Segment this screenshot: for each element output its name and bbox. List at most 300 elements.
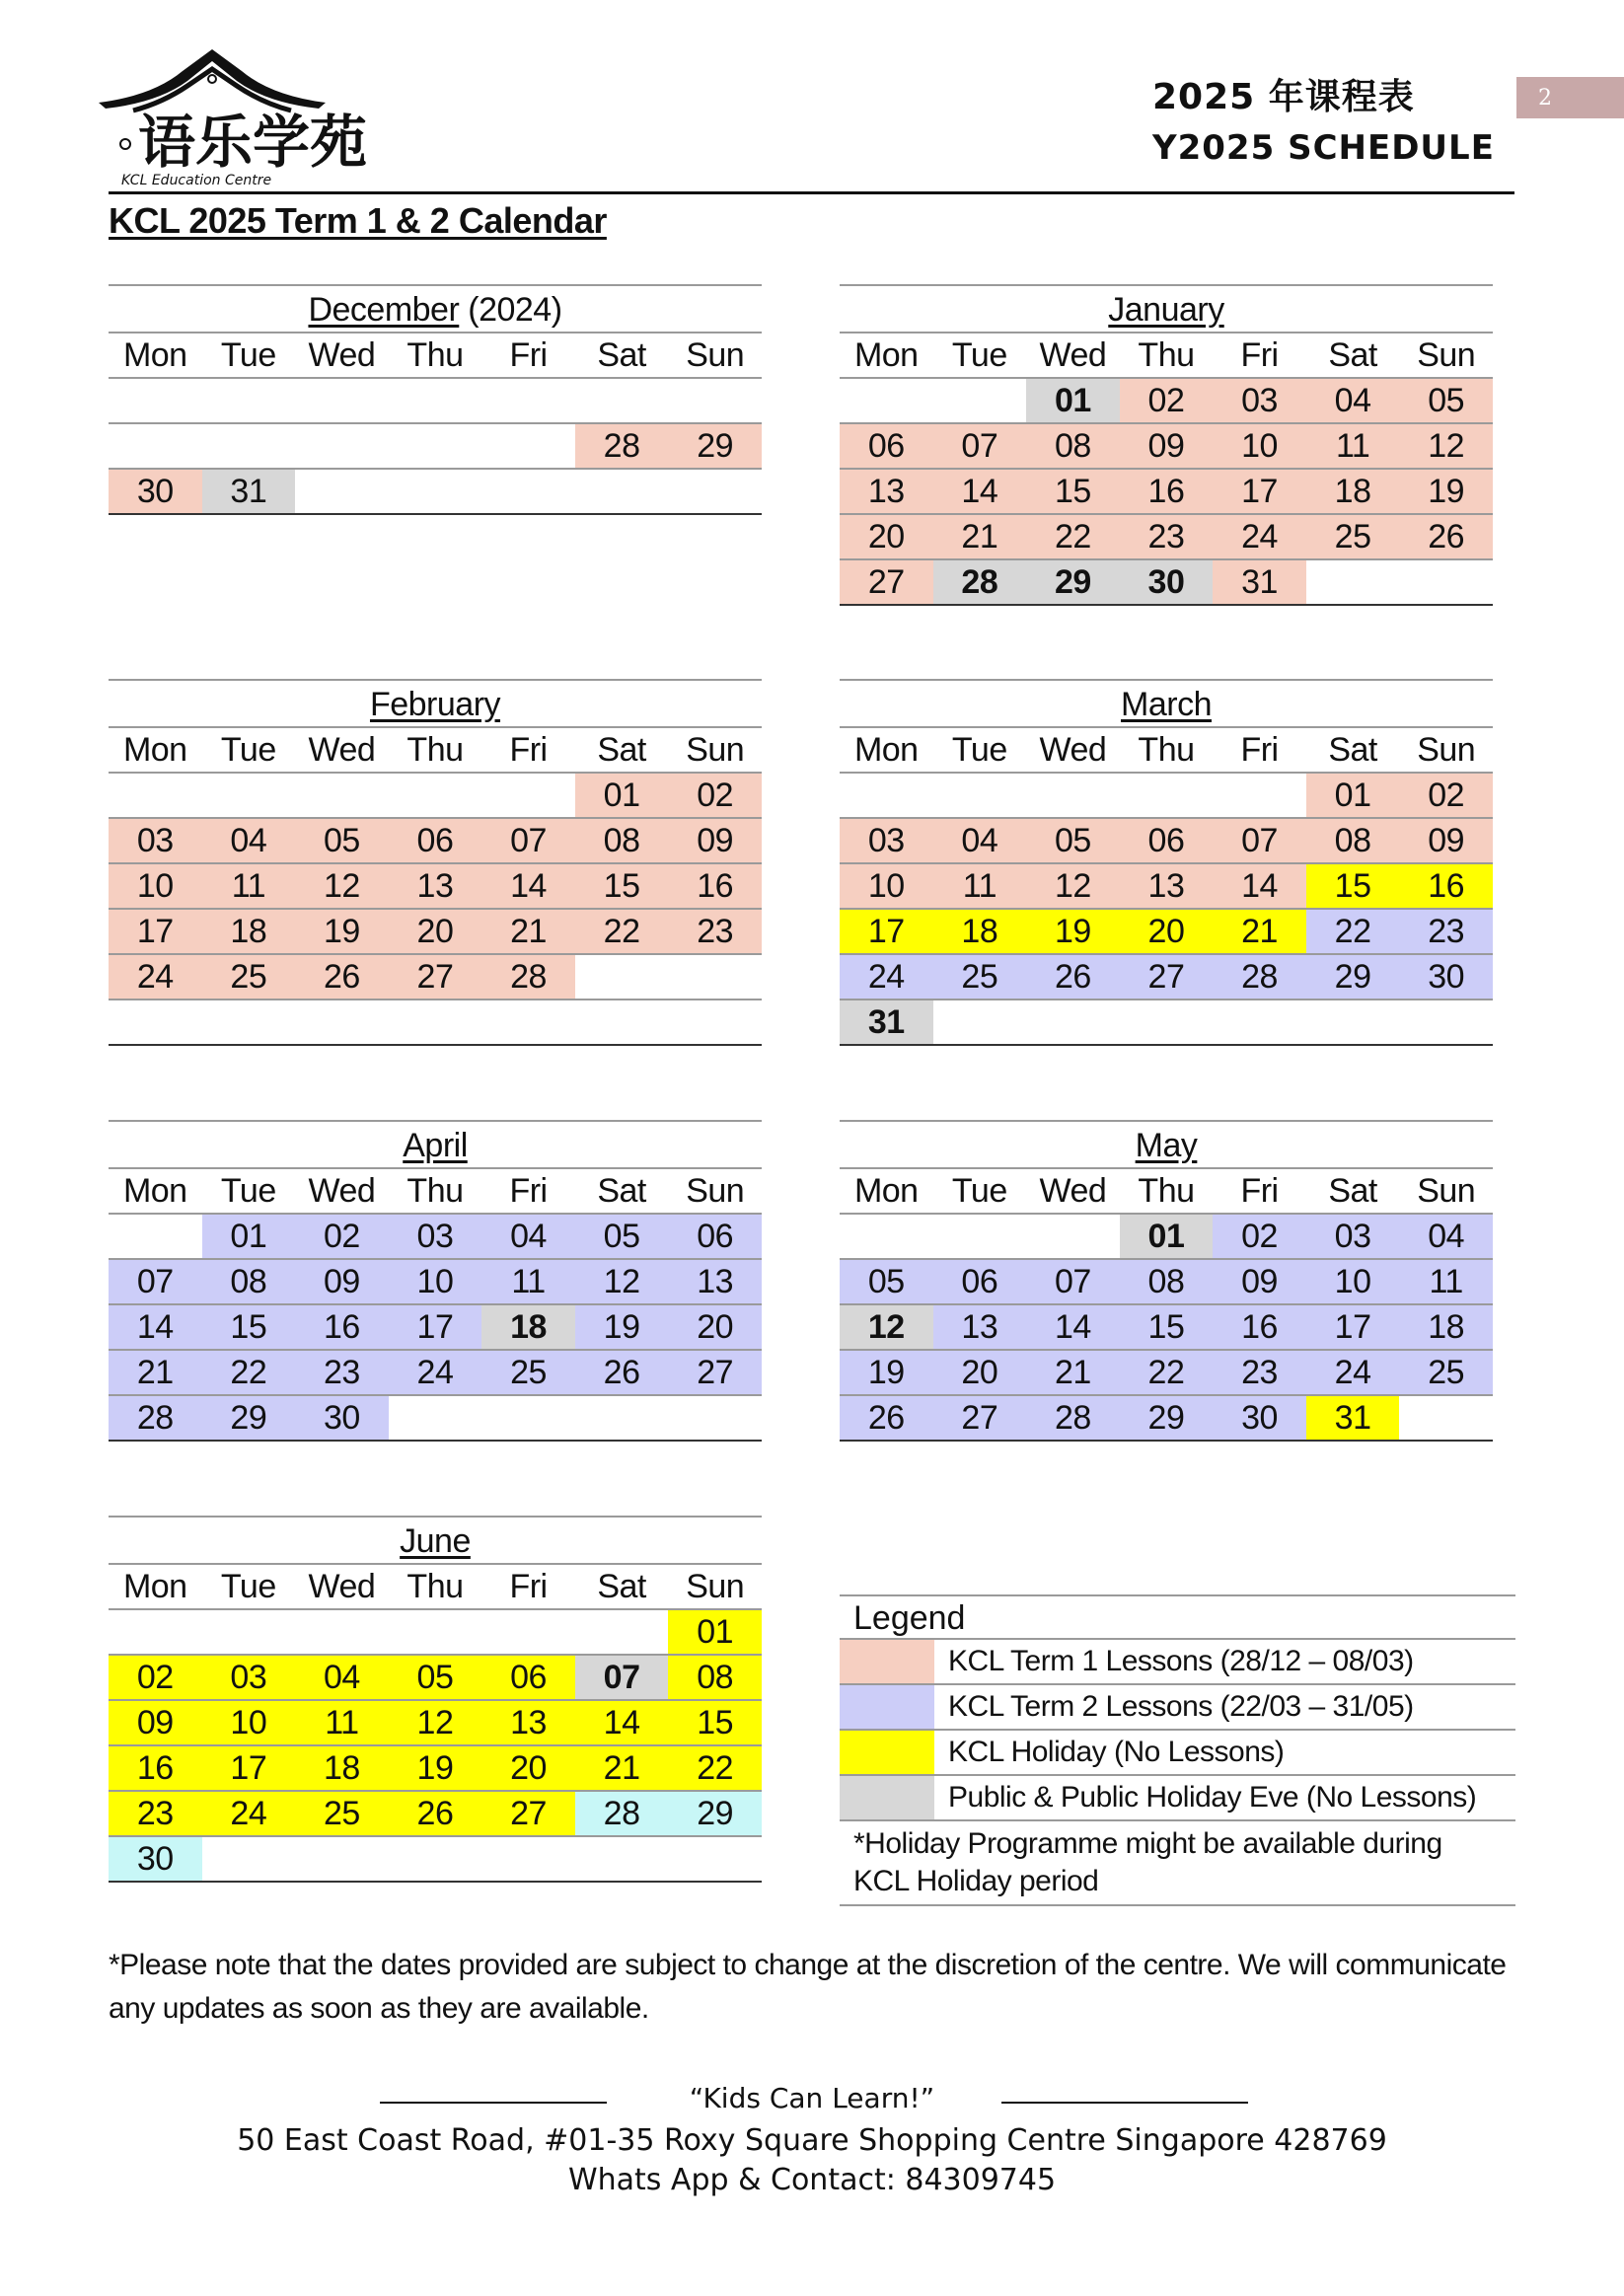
day-cell: 04 <box>202 818 296 863</box>
day-cell: 21 <box>481 909 575 954</box>
legend-item-term2 <box>840 1685 1515 1731</box>
weekday-header: Wed <box>1026 727 1120 773</box>
day-cell: 26 <box>1399 514 1493 559</box>
weekday-header: Thu <box>1120 727 1214 773</box>
day-cell: 08 <box>1120 1259 1214 1304</box>
day-cell: 02 <box>109 1655 202 1700</box>
weekday-header: Wed <box>295 333 389 378</box>
day-cell: 28 <box>575 1791 669 1836</box>
day-cell: 25 <box>295 1791 389 1836</box>
day-cell: 18 <box>295 1745 389 1791</box>
calendar-may <box>840 1120 1493 1442</box>
day-cell <box>668 954 762 1000</box>
day-cell <box>1120 773 1214 818</box>
day-cell: 31 <box>202 469 296 514</box>
schedule-title-chinese: 2025 年课程表 <box>1152 77 1415 117</box>
footer-slogan: “Kids Can Learn!” <box>689 2082 935 2114</box>
day-cell: 22 <box>1026 514 1120 559</box>
week-row <box>840 1000 1493 1045</box>
calendar-june <box>109 1516 762 1883</box>
day-cell: 14 <box>1213 863 1306 909</box>
calendar-february <box>109 679 762 1046</box>
day-cell: 04 <box>1306 378 1400 423</box>
day-cell: 15 <box>1026 469 1120 514</box>
day-cell: 14 <box>481 863 575 909</box>
weekday-header: Tue <box>202 727 296 773</box>
day-cell: 06 <box>1120 818 1214 863</box>
day-cell: 23 <box>1213 1350 1306 1395</box>
weekday-header: Sun <box>668 1564 762 1609</box>
day-cell: 17 <box>840 909 933 954</box>
week-row <box>109 1700 762 1745</box>
weekday-header: Mon <box>840 333 933 378</box>
day-cell: 27 <box>389 954 482 1000</box>
day-cell <box>575 1836 669 1882</box>
day-cell <box>295 1609 389 1655</box>
weekday-header: Thu <box>389 1564 482 1609</box>
day-cell: 24 <box>389 1350 482 1395</box>
week-row <box>840 1395 1493 1441</box>
day-cell <box>1120 1000 1214 1045</box>
day-cell: 28 <box>1026 1395 1120 1441</box>
weekday-header: Fri <box>1213 333 1306 378</box>
day-cell: 16 <box>1399 863 1493 909</box>
week-row <box>840 469 1493 514</box>
day-cell: 22 <box>1120 1350 1214 1395</box>
day-cell <box>481 1000 575 1045</box>
weekday-header: Wed <box>295 1564 389 1609</box>
week-row <box>109 954 762 1000</box>
weekday-header: Sun <box>1399 727 1493 773</box>
day-cell: 04 <box>481 1214 575 1259</box>
day-cell: 27 <box>1120 954 1214 1000</box>
day-cell: 05 <box>1399 378 1493 423</box>
day-cell <box>575 469 669 514</box>
day-cell: 05 <box>840 1259 933 1304</box>
day-cell: 18 <box>202 909 296 954</box>
month-title <box>840 1122 1493 1167</box>
weekday-header: Mon <box>109 1564 202 1609</box>
day-cell: 26 <box>295 954 389 1000</box>
weekday-header: Tue <box>933 1168 1027 1214</box>
weekday-header: Fri <box>481 1564 575 1609</box>
weekday-header: Sun <box>668 333 762 378</box>
day-cell <box>840 378 933 423</box>
logo-subtitle: KCL Education Centre <box>121 173 272 188</box>
day-cell <box>109 423 202 469</box>
day-cell: 01 <box>1306 773 1400 818</box>
day-cell <box>295 1836 389 1882</box>
day-cell: 23 <box>1120 514 1214 559</box>
week-row <box>109 1214 762 1259</box>
week-row <box>840 514 1493 559</box>
calendar-grid <box>840 726 1493 1046</box>
day-cell <box>840 773 933 818</box>
week-row <box>109 1304 762 1350</box>
day-cell: 24 <box>1306 1350 1400 1395</box>
weekday-header: Sun <box>668 1168 762 1214</box>
day-cell: 19 <box>840 1350 933 1395</box>
day-cell: 29 <box>202 1395 296 1441</box>
day-cell <box>295 378 389 423</box>
week-row <box>109 909 762 954</box>
day-cell <box>295 423 389 469</box>
legend-note: *Holiday Programme might be available during KCL Holiday period <box>840 1821 1515 1906</box>
day-cell: 15 <box>575 863 669 909</box>
day-cell: 16 <box>1120 469 1214 514</box>
day-cell: 21 <box>1026 1350 1120 1395</box>
day-cell <box>481 773 575 818</box>
day-cell <box>668 469 762 514</box>
day-cell: 19 <box>1399 469 1493 514</box>
week-row <box>840 863 1493 909</box>
day-cell <box>1213 1000 1306 1045</box>
day-cell: 13 <box>1120 863 1214 909</box>
day-cell: 05 <box>389 1655 482 1700</box>
day-cell: 07 <box>1026 1259 1120 1304</box>
day-cell <box>109 1609 202 1655</box>
day-cell: 25 <box>1399 1350 1493 1395</box>
day-cell: 26 <box>840 1395 933 1441</box>
day-cell: 21 <box>933 514 1027 559</box>
weekday-header: Tue <box>202 1168 296 1214</box>
legend-title: Legend <box>840 1594 1515 1640</box>
day-cell: 11 <box>1306 423 1400 469</box>
weekday-header: Thu <box>389 727 482 773</box>
calendar-grid <box>840 332 1493 606</box>
day-cell: 23 <box>668 909 762 954</box>
day-cell: 06 <box>933 1259 1027 1304</box>
day-cell: 25 <box>1306 514 1400 559</box>
day-cell: 01 <box>1120 1214 1214 1259</box>
day-cell: 07 <box>575 1655 669 1700</box>
header-divider <box>109 191 1514 194</box>
month-name: March <box>1121 686 1212 723</box>
day-cell <box>389 378 482 423</box>
day-cell: 03 <box>1306 1214 1400 1259</box>
day-cell: 24 <box>840 954 933 1000</box>
day-cell: 13 <box>389 863 482 909</box>
legend-item-term1 <box>840 1640 1515 1685</box>
week-row <box>109 1745 762 1791</box>
day-cell <box>481 378 575 423</box>
day-cell: 29 <box>1120 1395 1214 1441</box>
day-cell: 16 <box>109 1745 202 1791</box>
month-title <box>109 1122 762 1167</box>
page-number: 2 <box>1516 77 1624 118</box>
weekday-header: Tue <box>202 333 296 378</box>
day-cell: 02 <box>295 1214 389 1259</box>
month-name: December <box>308 291 460 329</box>
day-cell: 23 <box>109 1791 202 1836</box>
weekday-header: Thu <box>389 333 482 378</box>
calendar-grid <box>109 332 762 515</box>
day-cell: 10 <box>1306 1259 1400 1304</box>
day-cell <box>389 773 482 818</box>
day-cell: 10 <box>109 863 202 909</box>
month-title <box>109 681 762 726</box>
day-cell: 02 <box>1399 773 1493 818</box>
day-cell: 28 <box>481 954 575 1000</box>
day-cell: 03 <box>389 1214 482 1259</box>
weekday-header: Fri <box>481 727 575 773</box>
weekday-header: Fri <box>1213 727 1306 773</box>
day-cell: 13 <box>840 469 933 514</box>
day-cell: 02 <box>668 773 762 818</box>
day-cell: 19 <box>1026 909 1120 954</box>
week-row <box>109 1259 762 1304</box>
weekday-header: Wed <box>295 1168 389 1214</box>
day-cell <box>1399 559 1493 605</box>
week-row <box>840 909 1493 954</box>
day-cell <box>840 1214 933 1259</box>
day-cell: 28 <box>1213 954 1306 1000</box>
day-cell <box>575 954 669 1000</box>
day-cell: 07 <box>933 423 1027 469</box>
day-cell <box>1306 1000 1400 1045</box>
day-cell: 29 <box>1306 954 1400 1000</box>
day-cell: 12 <box>389 1700 482 1745</box>
day-cell: 05 <box>295 818 389 863</box>
week-row <box>840 1304 1493 1350</box>
day-cell <box>481 1836 575 1882</box>
day-cell: 30 <box>1120 559 1214 605</box>
day-cell: 04 <box>295 1655 389 1700</box>
day-cell <box>389 1395 482 1441</box>
disclaimer: *Please note that the dates provided are subject to change at the discretion of the centre. We will communicate any updates as soon as they are available. <box>109 1949 1507 2025</box>
day-cell: 10 <box>1213 423 1306 469</box>
day-cell: 26 <box>1026 954 1120 1000</box>
legend-item-public-holiday <box>840 1776 1515 1821</box>
calendar-march <box>840 679 1493 1046</box>
day-cell: 08 <box>202 1259 296 1304</box>
day-cell: 13 <box>933 1304 1027 1350</box>
day-cell <box>1213 773 1306 818</box>
day-cell: 17 <box>202 1745 296 1791</box>
legend-label-holiday: KCL Holiday (No Lessons) <box>948 1736 1285 1768</box>
day-cell <box>295 469 389 514</box>
day-cell <box>389 1000 482 1045</box>
week-row <box>109 1609 762 1655</box>
day-cell: 31 <box>840 1000 933 1045</box>
weekday-header: Tue <box>933 333 1027 378</box>
document-title: KCL 2025 Term 1 & 2 Calendar <box>109 200 607 241</box>
day-cell: 12 <box>575 1259 669 1304</box>
day-cell <box>933 378 1027 423</box>
day-cell <box>109 1000 202 1045</box>
day-cell: 27 <box>933 1395 1027 1441</box>
weekday-header: Thu <box>1120 333 1214 378</box>
day-cell <box>295 773 389 818</box>
day-cell <box>481 423 575 469</box>
day-cell: 10 <box>389 1259 482 1304</box>
weekday-header: Sat <box>1306 333 1400 378</box>
day-cell <box>389 469 482 514</box>
day-cell <box>1026 1000 1120 1045</box>
day-cell <box>668 378 762 423</box>
month-title <box>840 286 1493 332</box>
day-cell: 22 <box>575 909 669 954</box>
week-row <box>840 1259 1493 1304</box>
day-cell: 01 <box>202 1214 296 1259</box>
day-cell: 24 <box>109 954 202 1000</box>
day-cell: 27 <box>668 1350 762 1395</box>
day-cell: 20 <box>1120 909 1214 954</box>
day-cell <box>668 1000 762 1045</box>
day-cell: 17 <box>109 909 202 954</box>
weekday-header: Sat <box>1306 727 1400 773</box>
weekday-header: Fri <box>1213 1168 1306 1214</box>
day-cell <box>202 378 296 423</box>
day-cell: 17 <box>1306 1304 1400 1350</box>
week-row <box>109 773 762 818</box>
legend-label-public-holiday: Public & Public Holiday Eve (No Lessons) <box>948 1781 1477 1814</box>
day-cell <box>575 1609 669 1655</box>
day-cell: 10 <box>840 863 933 909</box>
day-cell: 03 <box>202 1655 296 1700</box>
day-cell: 18 <box>1306 469 1400 514</box>
week-row <box>840 1214 1493 1259</box>
legend <box>840 1594 1515 1906</box>
day-cell: 27 <box>481 1791 575 1836</box>
day-cell: 06 <box>481 1655 575 1700</box>
weekday-header: Sun <box>1399 1168 1493 1214</box>
calendar-grid <box>109 726 762 1046</box>
day-cell <box>1026 1214 1120 1259</box>
legend-swatch-term2 <box>840 1685 934 1729</box>
weekday-header: Fri <box>481 333 575 378</box>
day-cell: 02 <box>1213 1214 1306 1259</box>
day-cell: 08 <box>575 818 669 863</box>
day-cell: 17 <box>1213 469 1306 514</box>
day-cell: 08 <box>668 1655 762 1700</box>
month-name: February <box>369 686 501 723</box>
day-cell: 26 <box>389 1791 482 1836</box>
day-cell <box>481 1395 575 1441</box>
day-cell <box>389 1836 482 1882</box>
day-cell <box>481 1609 575 1655</box>
day-cell <box>1306 559 1400 605</box>
week-row <box>109 1350 762 1395</box>
day-cell: 07 <box>1213 818 1306 863</box>
week-row <box>109 423 762 469</box>
day-cell <box>1026 773 1120 818</box>
day-cell: 15 <box>1306 863 1400 909</box>
day-cell: 17 <box>389 1304 482 1350</box>
weekday-header: Sat <box>575 333 669 378</box>
day-cell: 30 <box>1399 954 1493 1000</box>
day-cell <box>575 1000 669 1045</box>
day-cell <box>202 1836 296 1882</box>
week-row <box>840 1350 1493 1395</box>
day-cell: 19 <box>389 1745 482 1791</box>
weekday-header: Mon <box>840 727 933 773</box>
legend-swatch-holiday <box>840 1731 934 1774</box>
day-cell <box>481 469 575 514</box>
day-cell: 28 <box>575 423 669 469</box>
month-name: April <box>403 1127 468 1164</box>
day-cell: 20 <box>481 1745 575 1791</box>
day-cell: 21 <box>1213 909 1306 954</box>
day-cell: 12 <box>1026 863 1120 909</box>
day-cell: 14 <box>575 1700 669 1745</box>
day-cell: 01 <box>668 1609 762 1655</box>
schedule-title-english: Y2025 SCHEDULE <box>1152 128 1495 168</box>
day-cell: 14 <box>109 1304 202 1350</box>
day-cell: 25 <box>481 1350 575 1395</box>
day-cell: 14 <box>933 469 1027 514</box>
weekday-header: Sun <box>668 727 762 773</box>
month-name: May <box>1135 1127 1198 1164</box>
day-cell: 11 <box>1399 1259 1493 1304</box>
weekday-header: Sat <box>1306 1168 1400 1214</box>
day-cell <box>109 773 202 818</box>
week-row <box>840 818 1493 863</box>
day-cell <box>389 423 482 469</box>
day-cell: 15 <box>668 1700 762 1745</box>
day-cell: 20 <box>668 1304 762 1350</box>
day-cell: 21 <box>109 1350 202 1395</box>
day-cell: 29 <box>1026 559 1120 605</box>
day-cell <box>202 423 296 469</box>
day-cell: 26 <box>575 1350 669 1395</box>
day-cell: 08 <box>1306 818 1400 863</box>
week-row <box>109 378 762 423</box>
legend-swatch-public-holiday <box>840 1776 934 1819</box>
day-cell: 04 <box>1399 1214 1493 1259</box>
day-cell: 12 <box>1399 423 1493 469</box>
day-cell: 11 <box>202 863 296 909</box>
day-cell: 03 <box>840 818 933 863</box>
day-cell: 14 <box>1026 1304 1120 1350</box>
day-cell: 20 <box>840 514 933 559</box>
day-cell: 07 <box>481 818 575 863</box>
weekday-header: Mon <box>109 1168 202 1214</box>
weekday-header: Wed <box>1026 1168 1120 1214</box>
day-cell: 30 <box>109 1836 202 1882</box>
day-cell: 23 <box>1399 909 1493 954</box>
weekday-header: Mon <box>840 1168 933 1214</box>
month-name: January <box>1108 291 1224 329</box>
week-row <box>109 1395 762 1441</box>
day-cell <box>202 1000 296 1045</box>
day-cell <box>668 1836 762 1882</box>
legend-label-term2: KCL Term 2 Lessons (22/03 – 31/05) <box>948 1690 1414 1723</box>
day-cell: 09 <box>1399 818 1493 863</box>
legend-label-term1: KCL Term 1 Lessons (28/12 – 08/03) <box>948 1645 1414 1677</box>
day-cell: 29 <box>668 423 762 469</box>
weekday-header: Tue <box>933 727 1027 773</box>
day-cell: 06 <box>668 1214 762 1259</box>
day-cell: 19 <box>575 1304 669 1350</box>
day-cell: 20 <box>933 1350 1027 1395</box>
day-cell <box>389 1609 482 1655</box>
weekday-header: Wed <box>1026 333 1120 378</box>
day-cell: 16 <box>668 863 762 909</box>
day-cell: 13 <box>668 1259 762 1304</box>
day-cell <box>933 1214 1027 1259</box>
day-cell: 24 <box>202 1791 296 1836</box>
week-row <box>840 423 1493 469</box>
footer-address: 50 East Coast Road, #01-35 Roxy Square Shopping Centre Singapore 428769 <box>237 2123 1387 2158</box>
calendar-grid <box>109 1167 762 1442</box>
day-cell: 18 <box>481 1304 575 1350</box>
day-cell <box>202 1609 296 1655</box>
calendar-january <box>840 284 1493 606</box>
day-cell: 03 <box>1213 378 1306 423</box>
day-cell: 30 <box>295 1395 389 1441</box>
week-row <box>109 1000 762 1045</box>
